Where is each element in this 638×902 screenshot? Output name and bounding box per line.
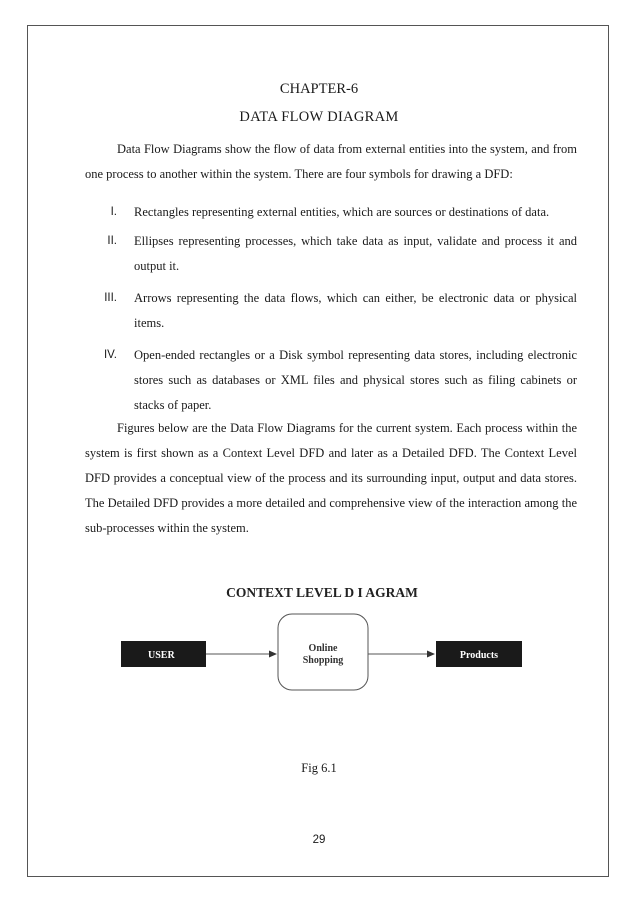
diagram-heading: CONTEXT LEVEL D I AGRAM xyxy=(226,585,418,600)
list-item-text: Open-ended rectangles or a Disk symbol representing data stores, including electronic stores such as databases or XML files and physical stores such as filing cabinets or stacks of paper. xyxy=(134,348,577,412)
figures-paragraph: Figures below are the Data Flow Diagrams for the current system. Each process within the system is first shown as a Context Level DFD and later as a Detailed DFD. The Context Level DFD provides a conceptual view of the process and its surrounding input, output and data stores. The Detailed DFD provides a more detailed and comprehensive view of the interaction among the sub-processes within the system. xyxy=(85,421,577,535)
page-number: 29 xyxy=(312,834,326,846)
process-label-line2: Shopping xyxy=(302,655,344,666)
list-item-number: IV. xyxy=(103,349,117,361)
list-item-number: III. xyxy=(104,292,117,304)
list-item-text: Arrows representing the data flows, which can either, be electronic data or physical items. xyxy=(134,291,577,330)
figure-caption: Fig 6.1 xyxy=(301,761,337,775)
list-item-number: II. xyxy=(107,235,117,247)
list-item-number: I. xyxy=(110,206,117,218)
process-label-line1: Online xyxy=(308,643,338,654)
products-entity-label: Products xyxy=(459,650,499,661)
chapter-title: DATA FLOW DIAGRAM xyxy=(239,109,399,125)
intro-paragraph: Data Flow Diagrams show the flow of data from external entities into the system, and from one process to another within the system. There are four symbols for drawing a DFD: xyxy=(85,142,577,181)
user-entity-label: USER xyxy=(148,650,175,661)
chapter-number: CHAPTER-6 xyxy=(279,81,359,97)
list-item-text: Rectangles representing external entities, which are sources or destinations of data. xyxy=(134,205,550,219)
list-item-text: Ellipses representing processes, which take data as input, validate and process it and output it. xyxy=(134,234,577,273)
